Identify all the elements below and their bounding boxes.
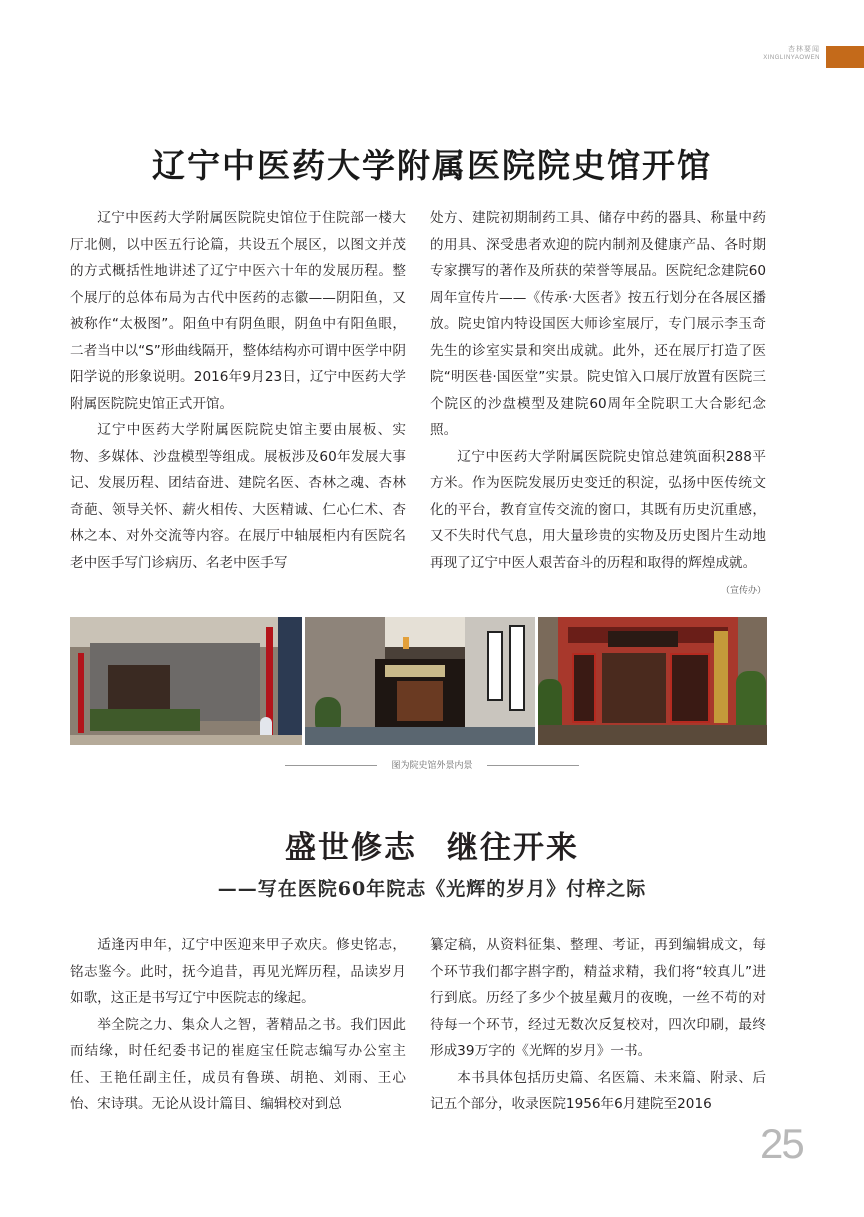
caption-text: 图为院史馆外景内景 — [391, 761, 473, 771]
paragraph: 纂定稿，从资料征集、整理、考证，再到编辑成文，每个环节我们都字斟字酌，精益求精，我们将“较真儿”进行到底。历经了多少个披星戴月的夜晚，一丝不苟的对待每一个环节，经过无数次反复校对，四次印刷，最终形成39万字的《光辉的岁月》一书。 — [430, 937, 766, 1059]
page-number: 25 — [760, 1120, 803, 1167]
photo-strip — [70, 617, 767, 745]
article-column-right — [430, 205, 766, 605]
article-column-right — [430, 932, 766, 1118]
paragraph: 处方、建院初期制药工具、储存中药的器具、称量中药的用具、深受患者欢迎的院内制剂及健康产品、各时期专家撰写的著作及所获的荣誉等展品。医院纪念建院60周年宣传片——《传承·大医者》按五行划分在各展区播放。院史馆内特设国医大师诊室展厅，专门展示李玉奇先生的诊室实景和突出成就。此外，还在展厅打造了医院“明医巷·国医堂”实景。院史馆入口展厅放置有医院三个院区的沙盘模型及建院60周年全院职工大合影纪念照。 — [430, 210, 766, 438]
photo-caption — [0, 758, 864, 771]
paragraph: 辽宁中医药大学附属医院院史馆位于住院部一楼大厅北侧，以中医五行论篇，共设五个展区，以图文并茂的方式概括性地讲述了辽宁中医六十年的发展历程。整个展厅的总体布局为古代中医药的志徽——阴阳鱼，又被称作“太极图”。阳鱼中有阴鱼眼，阴鱼中有阳鱼眼，二者当中以“S”形曲线隔开，整体结构亦可谓中医学中阴阳学说的形象说明。2016年9月23日，辽宁中医药大学附属医院院史馆正式开馆。 — [70, 210, 406, 412]
article-column-left — [70, 205, 406, 576]
paragraph — [430, 444, 766, 596]
section-color-tab — [826, 46, 864, 68]
article-subtitle: ——写在医院60年院志《光辉的岁月》付梓之际 — [217, 878, 647, 900]
article-title — [0, 822, 864, 867]
section-name: 杏林要闻 — [788, 45, 820, 53]
paragraph: 辽宁中医药大学附属医院院史馆主要由展板、实物、多媒体、沙盘模型等组成。展板涉及60年发展大事记、发展历程、团结奋进、建院名医、杏林之魂、杏林奇葩、领导关怀、薪火相传、大医精诚、仁心仁术、杏林之本、对外交流等内容。在展厅中轴展柜内有医院名老中医手写门诊病历、名老中医手写 — [70, 422, 406, 571]
section-header — [763, 44, 820, 63]
section-name-pinyin: XINGLINYAOWEN — [763, 55, 820, 61]
caption-rule-right — [487, 765, 579, 766]
corridor-photo — [305, 617, 535, 745]
paragraph: 举全院之力、集众人之智，著精品之书。我们因此而结缘，时任纪委书记的崔庭宝任院志编写办公室主任、王艳任副主任，成员有鲁瑛、胡艳、刘雨、王心怡、宋诗琪。无论从设计篇目、编辑校对到总 — [70, 1016, 406, 1112]
paragraph: 本书具体包括历史篇、名医篇、未来篇、附录、后记五个部分，收录医院1956年6月建院至2016 — [430, 1069, 766, 1112]
title-part: 盛世修志 — [285, 830, 417, 866]
paragraph-text: 辽宁中医药大学附属医院院史馆总建筑面积288平方米。作为医院发展历史变迁的积淀，弘扬中医传统文化的平台，教育宣传交流的窗口，其既有历史沉重感，又不失时代气息，用大量珍贵的实物及历史图片生动地再现了辽宁中医人艰苦奋斗的历程和取得的辉煌成就。 — [430, 448, 766, 571]
author-signature: （宣传办） — [720, 586, 766, 596]
title-part: 继往开来 — [447, 830, 579, 866]
article-title: 辽宁中医药大学附属医院院史馆开馆 — [152, 146, 712, 185]
caption-rule-left — [285, 765, 377, 766]
paragraph: 适逢丙申年，辽宁中医迎来甲子欢庆。修史铭志，铭志鉴今。此时，抚今追昔，再见光辉历程，品读岁月如歌，这正是书写辽宁中医院志的缘起。 — [70, 937, 406, 1006]
article-column-left — [70, 932, 406, 1118]
clinic-room-photo — [538, 617, 767, 745]
exhibit-hall-photo — [70, 617, 302, 745]
